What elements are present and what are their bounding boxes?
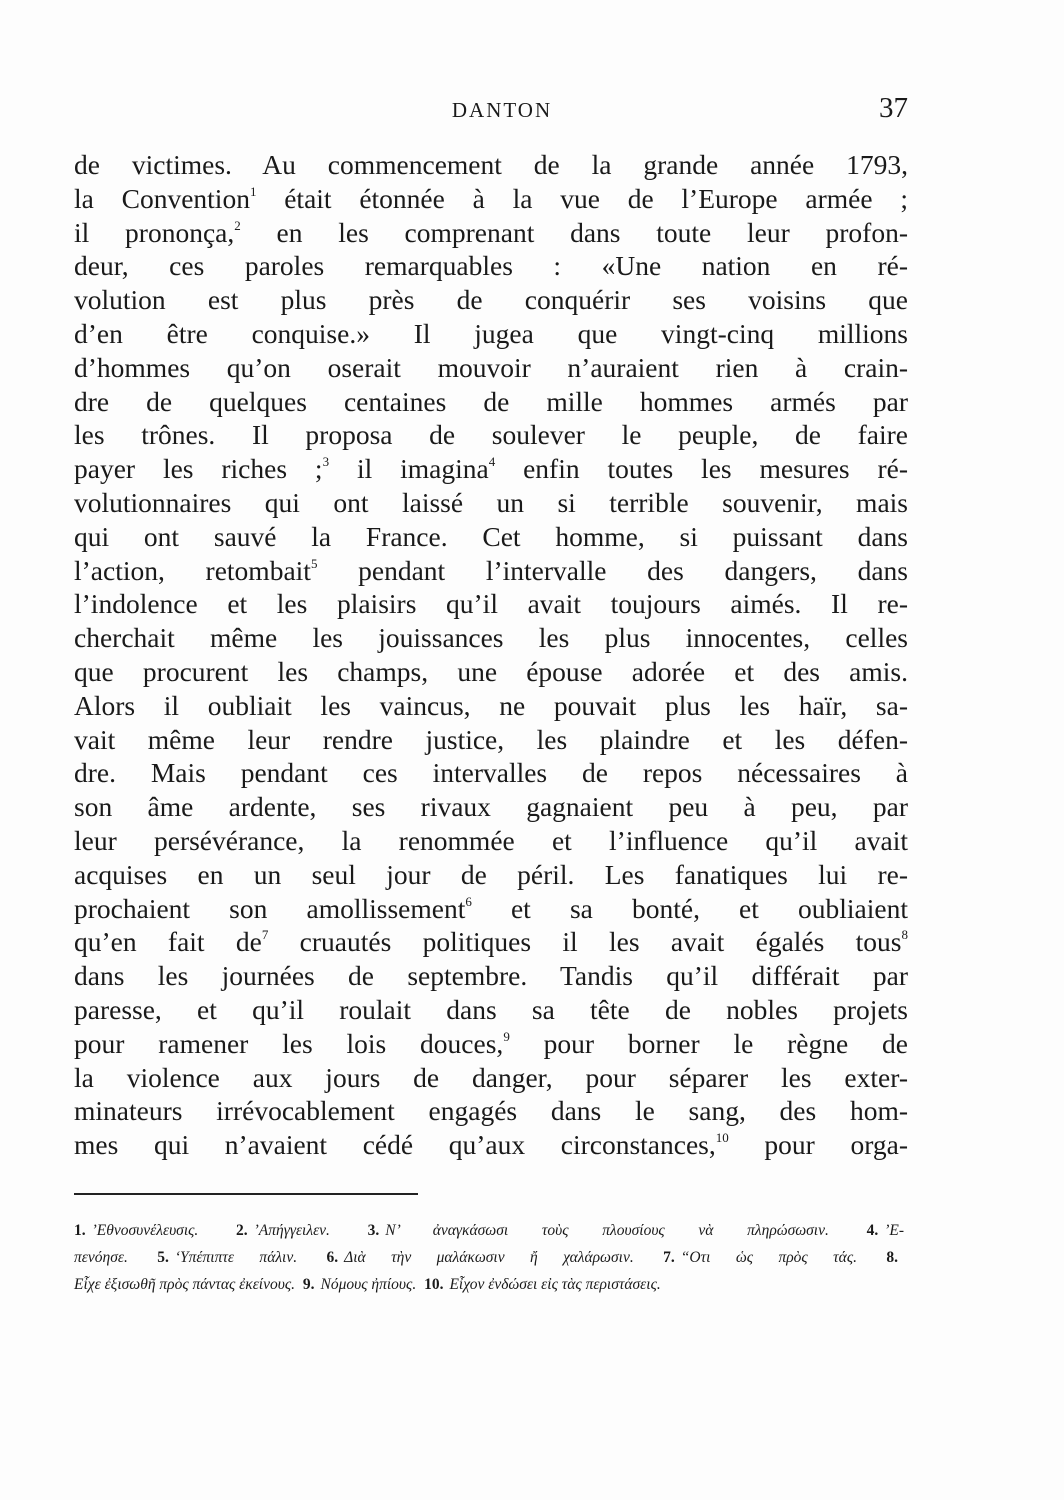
- text-segment: cruautés politiques il les avait égalés tous: [268, 926, 902, 958]
- footnote-text: Εἶχε ἐξισωθῆ πρὸς πάντας ἐκείνους.: [74, 1276, 296, 1293]
- text-line: [74, 621, 908, 655]
- text-segment: l’action, retombait: [74, 554, 311, 586]
- text-line: [74, 283, 908, 317]
- text-segment: de victimes. Au commencement de la grande année 1793,: [74, 149, 908, 180]
- text-segment: enfin toutes les mesures ré-: [495, 453, 909, 485]
- text-line: [74, 925, 908, 959]
- footnote-marker: 4: [488, 454, 496, 470]
- text-segment: leur persévérance, la renommée et l’influence qu’il avait: [74, 824, 908, 856]
- footnote-text: Εἶχον ἐνδώσει εἰς τὰς περιστάσεις.: [449, 1276, 661, 1293]
- text-segment: pour orga-: [728, 1129, 908, 1161]
- text-segment: dans les journées de septembre. Tandis qu’il différait par: [74, 960, 908, 992]
- footnote-text: Νόμους ἠπίους.: [320, 1276, 417, 1293]
- footnote-text: Διὰ τὴν μαλάκωσιν ἤ χαλάρωσιν.: [344, 1249, 634, 1266]
- text-segment: minateurs irrévocablement engagés dans le sang, des hom-: [74, 1095, 908, 1127]
- text-segment: prochaient son amollissement: [74, 892, 466, 924]
- text-line: [74, 249, 908, 283]
- text-line: [74, 858, 908, 892]
- text-segment: dre de quelques centaines de mille hommes armés par: [74, 385, 908, 417]
- text-line: [74, 1094, 908, 1128]
- text-line: [74, 892, 908, 926]
- text-line: [74, 723, 908, 757]
- text-line: [74, 182, 908, 216]
- text-line: [74, 148, 908, 182]
- footnote-marker: 10: [715, 1130, 729, 1146]
- text-line: [74, 689, 908, 723]
- footnote-divider: [74, 1193, 418, 1195]
- footnote-marker: 1: [249, 183, 257, 199]
- footnote-entry: [327, 1249, 634, 1266]
- footnote-marker: 9: [503, 1028, 510, 1044]
- text-segment: il imagina: [329, 453, 489, 485]
- footnote-text: Ν’ ἀναγκάσωσι τοὺς πλουσίους νὰ πληρώσωσιν.: [385, 1222, 829, 1239]
- text-line: [74, 756, 908, 790]
- text-line: [74, 418, 908, 452]
- text-line: [74, 317, 908, 351]
- text-line: [74, 452, 908, 486]
- footnote-line: [74, 1217, 908, 1244]
- footnote-line: [74, 1244, 908, 1271]
- footnote-marker: 8: [901, 927, 908, 943]
- running-title: DANTON: [451, 98, 553, 122]
- footnote-text: ‘Υπέπιπτε πάλιν.: [174, 1249, 298, 1266]
- text-segment: la violence aux jours de danger, pour séparer les exter-: [74, 1061, 908, 1093]
- footnote-number: 9.: [302, 1276, 315, 1293]
- text-segment: l’indolence et les plaisirs qu’il avait toujours aimés. Il re-: [74, 588, 908, 620]
- text-segment: pour borner le règne de: [509, 1027, 908, 1059]
- text-segment: vait même leur rendre justice, les plaindre et les défen-: [74, 723, 908, 755]
- text-line: [74, 1128, 908, 1162]
- text-segment: paresse, et qu’il roulait dans sa tête de nobles projets: [74, 993, 908, 1025]
- footnote-marker: 2: [234, 217, 241, 233]
- text-line: [74, 790, 908, 824]
- text-segment: payer les riches ;: [74, 453, 323, 485]
- text-line: [74, 587, 908, 621]
- footnote-number: 6.: [326, 1249, 339, 1266]
- text-line: [74, 554, 908, 588]
- text-segment: les trônes. Il proposa de soulever le peuple, de faire: [74, 419, 908, 451]
- text-line: [74, 351, 908, 385]
- footnote-number: 10.: [424, 1276, 444, 1293]
- footnote-entry: [886, 1249, 904, 1266]
- text-segment: deur, ces paroles remarquables : «Une nation en ré-: [74, 250, 908, 282]
- footnote-entry: [74, 1222, 198, 1239]
- text-line: [74, 385, 908, 419]
- footnote-entry: [303, 1276, 416, 1293]
- running-header: [74, 92, 908, 132]
- footnote-number: 2.: [236, 1222, 248, 1239]
- main-text: [74, 148, 908, 1162]
- footnote-entry: [157, 1249, 297, 1266]
- footnotes: [74, 1217, 908, 1298]
- footnote-number: 3.: [367, 1222, 380, 1239]
- text-line: [74, 520, 908, 554]
- text-line: [74, 993, 908, 1027]
- footnote-entry: [74, 1276, 295, 1293]
- footnote-entry: [236, 1222, 330, 1239]
- text-segment: et sa bonté, et oubliaient: [471, 892, 908, 924]
- text-segment: était étonnée à la vue de l’Europe armée ;: [256, 182, 908, 214]
- text-segment: Alors il oubliait les vaincus, ne pouvait plus les haïr, sa-: [74, 689, 908, 721]
- text-segment: en les comprenant dans toute leur profon-: [240, 216, 908, 248]
- footnote-text: πενόησε.: [74, 1249, 128, 1266]
- footnote-marker: 7: [261, 927, 269, 943]
- text-segment: qui ont sauvé la France. Cet homme, si puissant dans: [74, 520, 908, 552]
- text-segment: que procurent les champs, une épouse adorée et des amis.: [74, 655, 908, 687]
- text-segment: mes qui n’avaient cédé qu’aux circonstances,: [74, 1129, 716, 1161]
- footnote-text: “Οτι ὡς πρὸς τάς.: [680, 1249, 857, 1266]
- text-segment: volution est plus près de conquérir ses voisins que: [74, 284, 908, 316]
- footnote-marker: 5: [310, 555, 318, 571]
- text-segment: pendant l’intervalle des dangers, dans: [317, 554, 908, 586]
- text-segment: la Convention: [74, 182, 250, 214]
- text-line: [74, 655, 908, 689]
- footnote-entry: [368, 1222, 829, 1239]
- footnote-entry: [663, 1249, 857, 1266]
- footnote-number: 8.: [886, 1249, 899, 1266]
- text-segment: volutionnaires qui ont laissé un si terrible souvenir, mais: [74, 486, 908, 518]
- footnote-number: 7.: [663, 1249, 675, 1266]
- text-segment: d’hommes qu’on oserait mouvoir n’auraient rien à crain-: [74, 351, 908, 383]
- footnote-marker: 6: [465, 893, 472, 909]
- footnote-text: ’Απήγγειλεν.: [253, 1222, 330, 1239]
- text-segment: pour ramener les lois douces,: [74, 1027, 504, 1059]
- text-segment: d’en être conquise.» Il jugea que vingt-cinq millions: [74, 317, 908, 349]
- text-line: [74, 824, 908, 858]
- footnote-number: 4.: [866, 1222, 879, 1239]
- text-line: [74, 216, 908, 250]
- text-segment: qu’en fait de: [74, 926, 262, 958]
- page-number: 37: [879, 92, 908, 124]
- footnote-entry: [867, 1222, 904, 1239]
- footnote-number: 5.: [157, 1249, 169, 1266]
- footnote-text: ’Ε-: [884, 1222, 905, 1239]
- footnote-marker: 3: [322, 454, 330, 470]
- text-line: [74, 486, 908, 520]
- text-segment: dre. Mais pendant ces intervalles de repos nécessaires à: [74, 757, 908, 789]
- footnote-entry: [424, 1276, 661, 1293]
- footnote-text: ’Εθνοσυνέλευσις.: [91, 1222, 199, 1239]
- text-segment: son âme ardente, ses rivaux gagnaient peu à peu, par: [74, 791, 908, 823]
- text-segment: acquises en un seul jour de péril. Les fanatiques lui re-: [74, 858, 908, 890]
- text-line: [74, 1061, 908, 1095]
- text-segment: cherchait même les jouissances les plus innocentes, celles: [74, 622, 908, 654]
- footnote-number: 1.: [74, 1222, 86, 1239]
- text-line: [74, 959, 908, 993]
- text-segment: il prononça,: [74, 216, 235, 248]
- footnote-entry: [74, 1249, 128, 1266]
- text-line: [74, 1027, 908, 1061]
- footnote-line: [74, 1271, 908, 1298]
